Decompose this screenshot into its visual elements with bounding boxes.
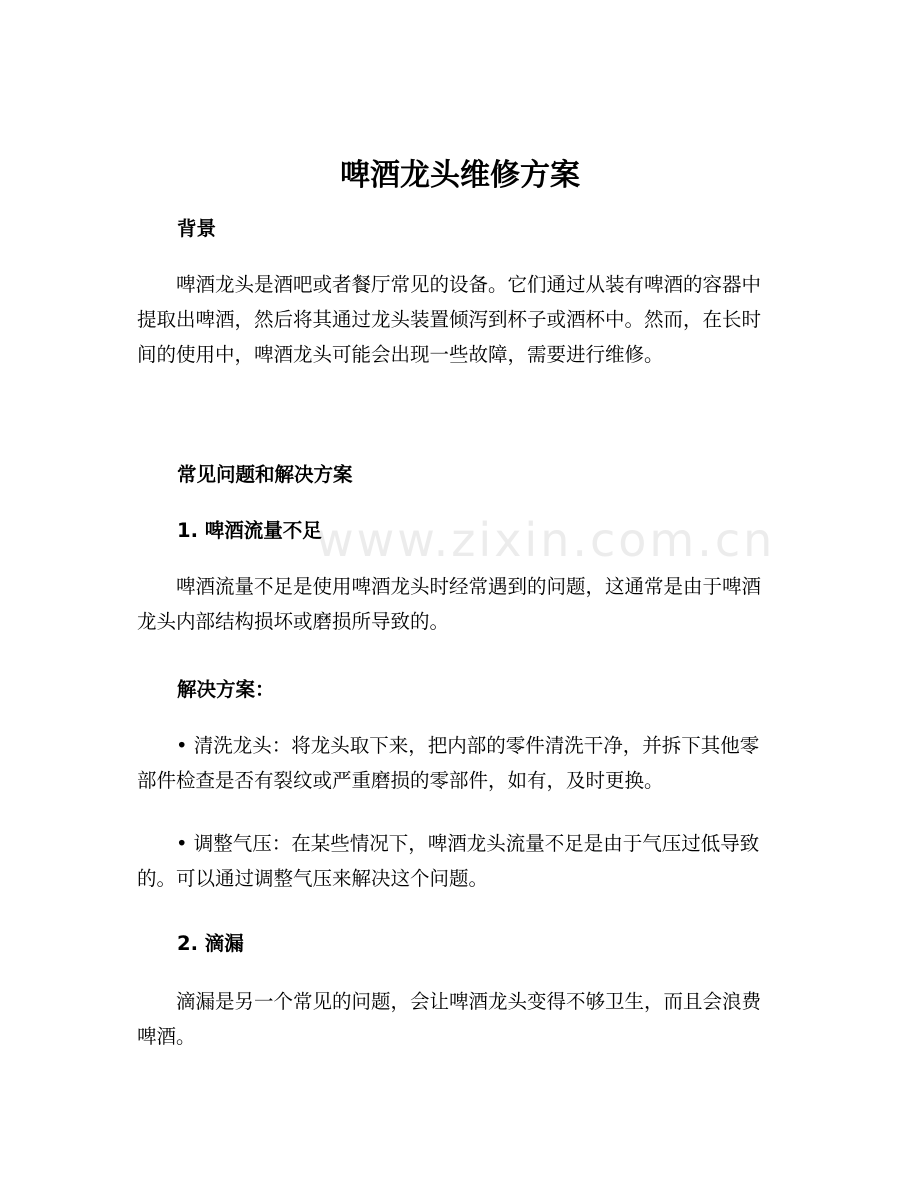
list-item-solution-2: • 调整气压：在某些情况下，啤酒龙头流量不足是由于气压过低导致的。可以通过调整气压来解决这个问题。 <box>137 832 760 890</box>
section-heading-problems: 常见问题和解决方案 <box>177 463 353 486</box>
section-heading-background: 背景 <box>177 217 217 240</box>
list-item-solution-1: • 清洗龙头：将龙头取下来，把内部的零件清洗干净，并拆下其他零部件检查是否有裂纹或严重磨损的零部件，如有，及时更换。 <box>137 734 760 792</box>
paragraph-problem-1: 啤酒流量不足是使用啤酒龙头时经常遇到的问题，这通常是由于啤酒龙头内部结构损坏或磨损所导致的。 <box>137 575 762 633</box>
paragraph-problem-2: 滴漏是另一个常见的问题，会让啤酒龙头变得不够卫生，而且会浪费啤酒。 <box>137 990 762 1048</box>
watermark: www.zixin.com.cn <box>316 513 776 567</box>
subheading-problem-2: 2. 滴漏 <box>177 932 244 955</box>
paragraph-background: 啤酒龙头是酒吧或者餐厅常见的设备。它们通过从装有啤酒的容器中提取出啤酒，然后将其通过龙头装置倾泻到杯子或酒杯中。然而，在长时间的使用中，啤酒龙头可能会出现一些故障，需要进行维修。 <box>137 273 762 366</box>
subheading-problem-1: 1. 啤酒流量不足 <box>177 519 322 542</box>
subheading-solutions: 解决方案： <box>177 678 275 701</box>
document-title: 啤酒龙头维修方案 <box>340 158 580 193</box>
